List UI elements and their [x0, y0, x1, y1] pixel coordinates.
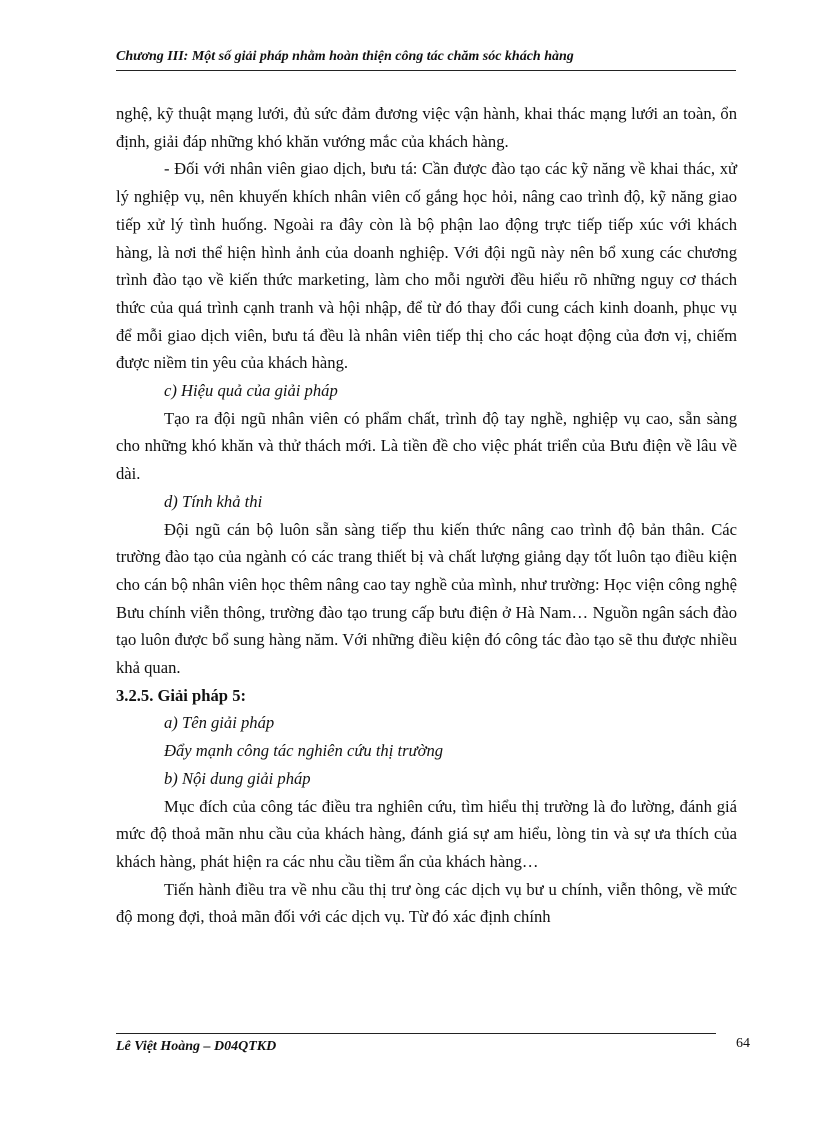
- subheading: b) Nội dung giải pháp: [164, 768, 311, 788]
- subheading: d) Tính khả thi: [164, 491, 263, 511]
- subheading: c) Hiệu quả của giải pháp: [164, 381, 338, 401]
- paragraph: Tạo ra đội ngũ nhân viên có phẩm chất, trình độ tay nghề, nghiệp vụ cao, sẵn sàng cho những khó khăn và thử thách mới. Là tiền đề cho việc phát triển của Bưu điện về lâu về dài.: [116, 408, 737, 484]
- section-heading: 3.2.5. Giải pháp 5:: [116, 685, 247, 705]
- page-body: [116, 100, 737, 931]
- footer-author: Lê Việt Hoàng – D04QTKD: [116, 1039, 277, 1054]
- subheading: a) Tên giải pháp: [164, 713, 275, 733]
- paragraph: Tiến hành điều tra về nhu cầu thị trư òng các dịch vụ bư u chính, viễn thông, về mức độ mong đợi, thoả mãn đối với các dịch vụ. Từ đó xác định chính: [116, 879, 737, 927]
- paragraph: nghệ, kỹ thuật mạng lưới, đủ sức đảm đương việc vận hành, khai thác mạng lưới an toàn, ổn định, giải đáp những khó khăn vướng mắc của khách hàng.: [116, 104, 737, 151]
- page-number: 64: [736, 1036, 750, 1051]
- paragraph: - Đối với nhân viên giao dịch, bưu tá: Cần được đào tạo các kỹ năng về khai thác, xử lý nghiệp vụ, nên khuyến khích nhân viên cố gắng học hỏi, nâng cao trình độ, kỹ năng giao tiếp xử lý tình huống. Ngoài ra đây còn là bộ phận lao động trực tiếp tiếp xúc với khách hàng, là nơi thể hiện hình ảnh của doanh nghiệp. Với đội ngũ này nên bổ xung các chương trình đào tạo về kiến thức marketing, làm cho mỗi người đều hiểu rõ những nguy cơ thách thức của quá trình cạnh tranh và hội nhập, để từ đó thay đổi cung cách kinh doanh, phục vụ để mỗi giao dịch viên, bưu tá đều là nhân viên tiếp thị cho các hoạt động của đơn vị, chiếm được niềm tin yêu của khách hàng.: [116, 159, 737, 373]
- paragraph: Đội ngũ cán bộ luôn sẵn sàng tiếp thu kiến thức nâng cao trình độ bản thân. Các trường đào tạo của ngành có các trang thiết bị và chất lượng giảng dạy tốt luôn tạo điều kiện cho cán bộ nhân viên học thêm nâng cao tay nghề của mình, như trường: Học viện công nghệ Bưu chính viễn thông, trường đào tạo trung cấp bưu điện ở Hà Nam… Nguồn ngân sách đào tạo luôn được bổ sung hàng năm. Với những điều kiện đó công tác đào tạo sẽ thu được nhiều khả quan.: [116, 519, 737, 678]
- running-header: Chương III: Một số giải pháp nhằm hoàn thiện công tác chăm sóc khách hàng: [116, 49, 574, 64]
- header-divider: [116, 70, 736, 71]
- footer-divider: [116, 1033, 716, 1034]
- solution-title: Đẩy mạnh công tác nghiên cứu thị trường: [164, 741, 444, 761]
- paragraph: Mục đích của công tác điều tra nghiên cứu, tìm hiểu thị trường là đo lường, đánh giá mức độ thoả mãn nhu cầu của khách hàng, đánh giá sự am hiểu, lòng tin và sự ưa thích của khách hàng, phát hiện ra các nhu cầu tiềm ẩn của khách hàng…: [116, 796, 737, 871]
